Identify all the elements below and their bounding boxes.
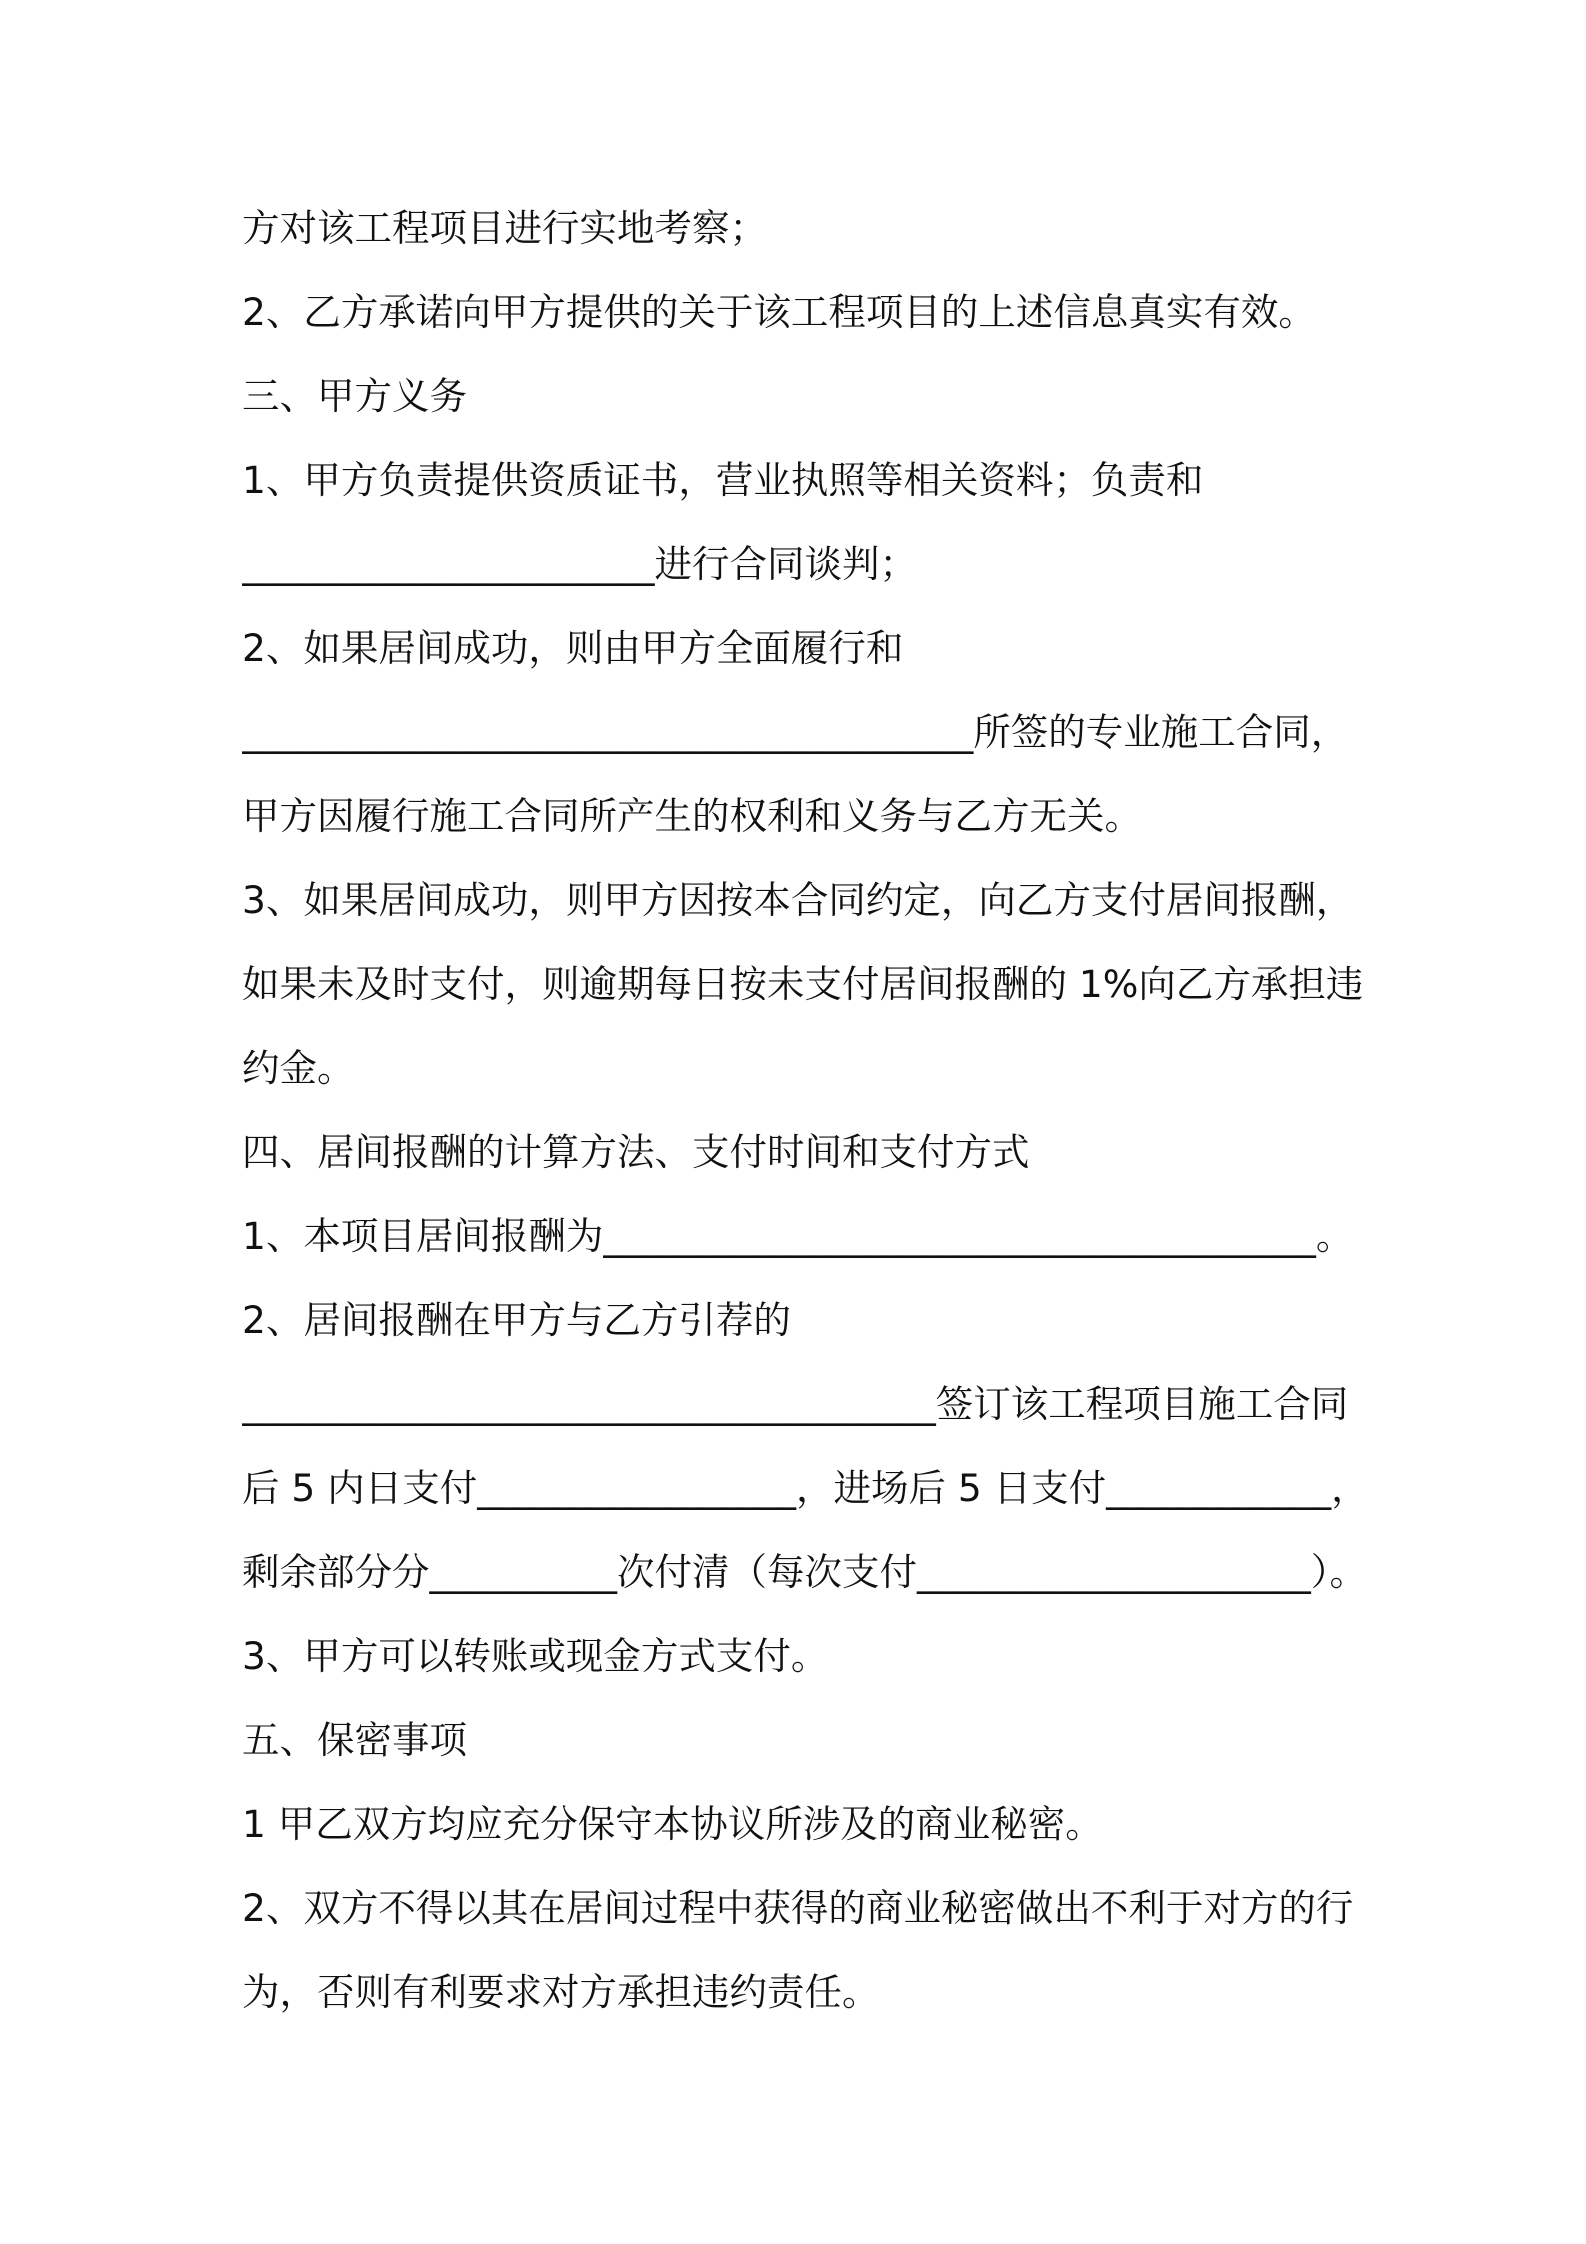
clause-text-line: 为，否则有利要求对方承担违约责任。 <box>242 1970 880 2014</box>
clause-text-line: 3、甲方可以转账或现金方式支付。 <box>242 1634 829 1678</box>
fill-in-blank-line: 后 5 内日支付_________________，进场后 5 日支付____________， <box>242 1466 1369 1510</box>
clause-text-line: 约金。 <box>242 1046 355 1090</box>
fill-in-blank-line: _____________________________________签订该工程项目施工合同 <box>242 1382 1349 1426</box>
fill-in-blank-line: ______________________进行合同谈判； <box>242 542 917 586</box>
section-heading: 三、甲方义务 <box>242 374 467 418</box>
clause-text-line: 2、乙方承诺向甲方提供的关于该工程项目的上述信息真实有效。 <box>242 290 1316 334</box>
clause-text-line: 3、如果居间成功，则甲方因按本合同约定，向乙方支付居间报酬， <box>242 878 1354 922</box>
clause-text-line: 1、甲方负责提供资质证书，营业执照等相关资料；负责和 <box>242 458 1204 502</box>
fill-in-blank-line: 剩余部分分__________次付清（每次支付_____________________）。 <box>242 1550 1367 1594</box>
document-body <box>242 186 1462 2034</box>
clause-text-line: 方对该工程项目进行实地考察； <box>242 206 767 250</box>
clause-text-line: 1 甲乙双方均应充分保守本协议所涉及的商业秘密。 <box>242 1802 1103 1846</box>
clause-text-line: 如果未及时支付，则逾期每日按未支付居间报酬的 1%向乙方承担违 <box>242 962 1364 1006</box>
clause-text-line: 2、如果居间成功，则由甲方全面履行和 <box>242 626 904 670</box>
fill-in-blank-line: _______________________________________所签的专业施工合同， <box>242 710 1349 754</box>
section-heading: 四、居间报酬的计算方法、支付时间和支付方式 <box>242 1130 1030 1174</box>
clause-text-line: 2、双方不得以其在居间过程中获得的商业秘密做出不利于对方的行 <box>242 1886 1354 1930</box>
fill-in-blank-line: 1、本项目居间报酬为______________________________________。 <box>242 1214 1354 1258</box>
clause-text-line: 2、居间报酬在甲方与乙方引荐的 <box>242 1298 791 1342</box>
clause-text-line: 甲方因履行施工合同所产生的权利和义务与乙方无关。 <box>242 794 1142 838</box>
section-heading: 五、保密事项 <box>242 1718 467 1762</box>
